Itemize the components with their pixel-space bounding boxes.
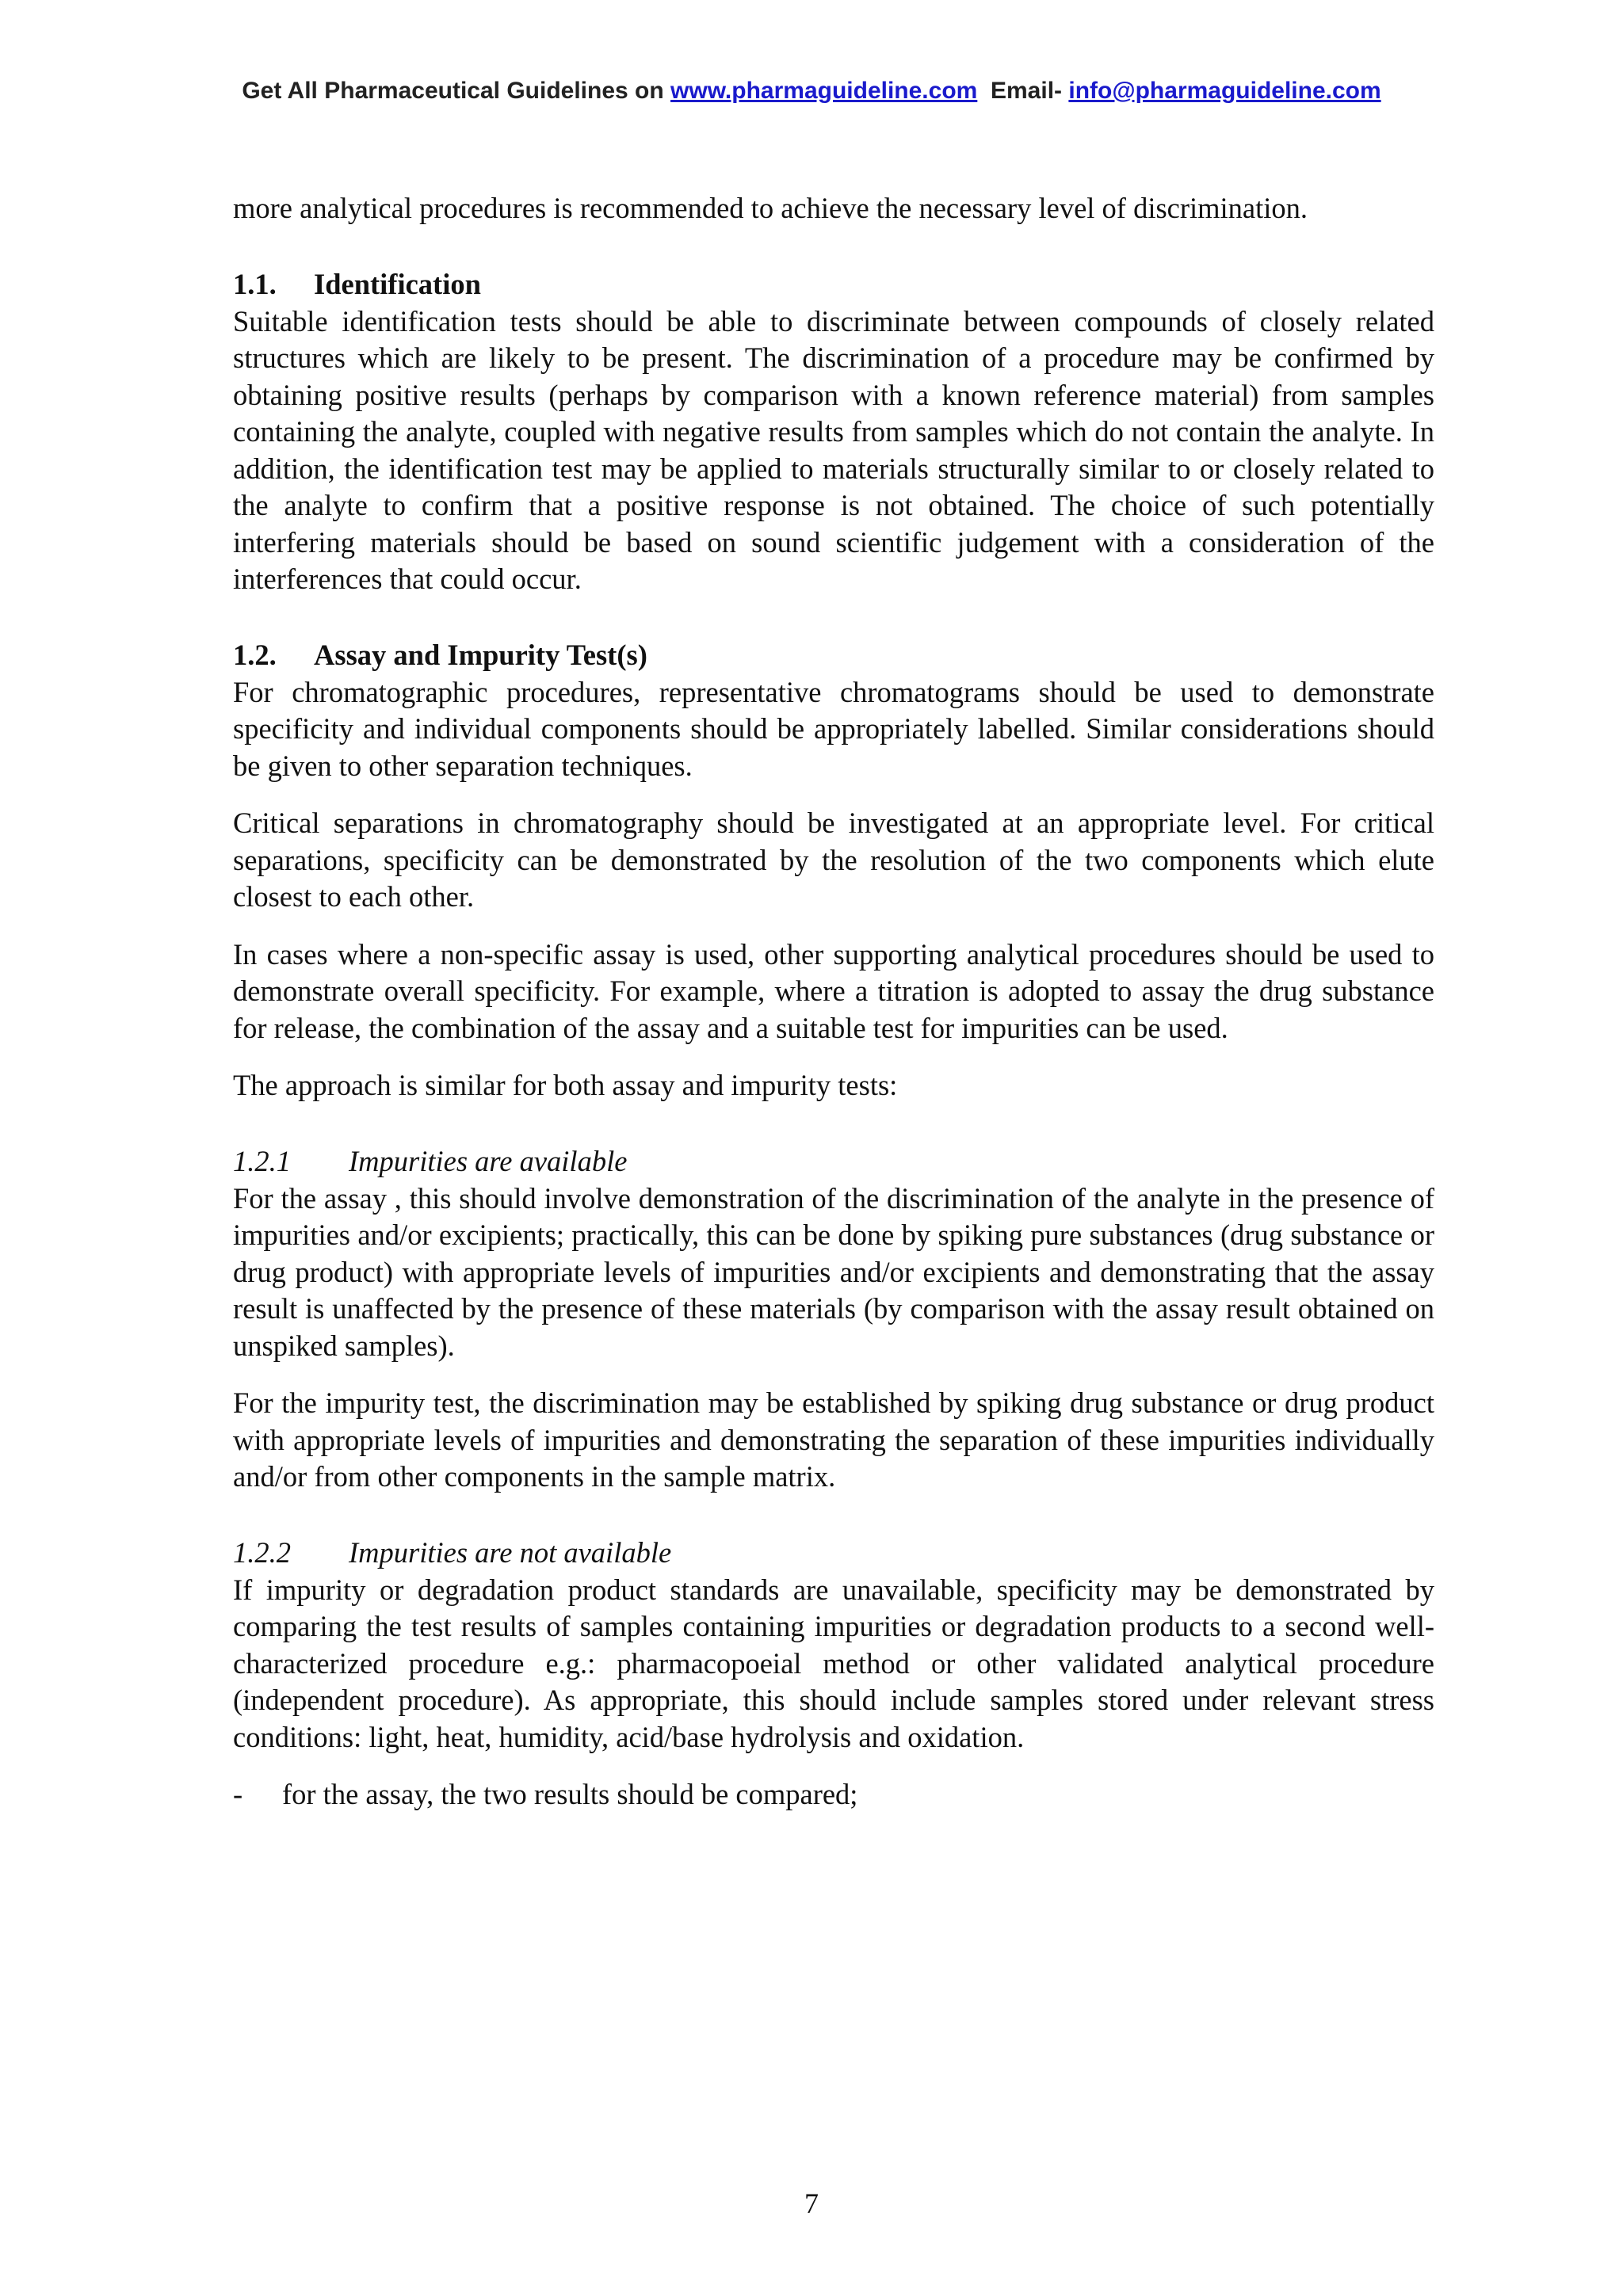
document-body <box>233 190 1434 1814</box>
intro-paragraph: more analytical procedures is recommended to achieve the necessary level of discrimination. <box>233 192 1308 224</box>
impurity-test-paragraph: For the impurity test, the discrimination may be established by spiking drug substance or drug product with appropriate levels of impurities and demonstrating the separation of these impurities individually and/or from other components in the sample matrix. <box>233 1386 1434 1493</box>
page-number: 7 <box>804 2187 819 2219</box>
section-number: 1.1. <box>233 267 277 300</box>
email-link[interactable]: info@pharmaguideline.com <box>1068 78 1381 104</box>
identification-paragraph: Suitable identification tests should be able to discriminate between compounds of closely related structures which are likely to be present. The discrimination of a procedure may be confirmed by obtaining positive results (perhaps by comparison with a known reference material) from samples containing the analyte, coupled with negative results from samples which do not contain the analyte. In addition, the identification test may be applied to materials structurally similar to or closely related to the analyte to confirm that a positive response is not obtained. The choice of such potentially interfering materials should be based on sound scientific judgement with a consideration of the interferences that could occur. <box>233 304 1434 595</box>
unavailable-impurities-paragraph: If impurity or degradation product standards are unavailable, specificity may be demonstrated by comparing the test results of samples containing impurities or degradation products to a second well-characterized procedure e.g.: pharmacopoeial method or other validated analytical procedure (independent procedure). As appropriate, this should include samples stored under relevant stress conditions: light, heat, humidity, acid/base hydrolysis and oxidation. <box>233 1573 1434 1753</box>
website-link[interactable]: www.pharmaguideline.com <box>670 78 978 104</box>
header-prefix: Get All Pharmaceutical Guidelines on <box>242 78 671 104</box>
bullet-marker: - <box>233 1778 243 1810</box>
section-title: Impurities are available <box>349 1144 628 1177</box>
section-1-2-1-heading <box>233 1142 1434 1180</box>
section-title: Assay and Impurity Test(s) <box>314 638 647 671</box>
approach-paragraph: The approach is similar for both assay and impurity tests: <box>233 1069 898 1101</box>
list-item <box>233 1776 1434 1814</box>
section-1-2-2-heading <box>233 1534 1434 1572</box>
section-number: 1.2.1 <box>233 1144 291 1177</box>
email-label: Email- <box>991 78 1069 104</box>
section-1-1-heading <box>233 265 1434 303</box>
non-specific-assay-paragraph: In cases where a non-specific assay is used, other supporting analytical procedures should be used to demonstrate overall specificity. For example, where a titration is adopted to assay the drug substance for release, the combination of the assay and a suitable test for impurities can be used. <box>233 937 1434 1044</box>
section-1-2-heading <box>233 636 1434 674</box>
section-number: 1.2.2 <box>233 1535 291 1569</box>
list-item-text: for the assay, the two results should be compared; <box>282 1778 858 1810</box>
section-title: Impurities are not available <box>349 1535 672 1569</box>
assay-impurities-paragraph: For the assay , this should involve demonstration of the discrimination of the analyte in the presence of impurities and/or excipients; practically, this can be done by spiking pure substances (drug substance or drug product) with appropriate levels of impurities and/or excipients and demonstrating that the assay result is unaffected by the presence of these materials (by comparison with the assay result obtained on unspiked samples). <box>233 1181 1434 1362</box>
section-number: 1.2. <box>233 638 277 671</box>
section-title: Identification <box>314 267 481 300</box>
page-header <box>0 78 1623 105</box>
chromatographic-paragraph: For chromatographic procedures, representative chromatograms should be used to demonstrate specificity and individual components should be appropriately labelled. Similar considerations should be given to other separation techniques. <box>233 675 1434 782</box>
critical-separations-paragraph: Critical separations in chromatography should be investigated at an appropriate level. For critical separations, specificity can be demonstrated by the resolution of the two components which elute closest to each other. <box>233 807 1434 913</box>
